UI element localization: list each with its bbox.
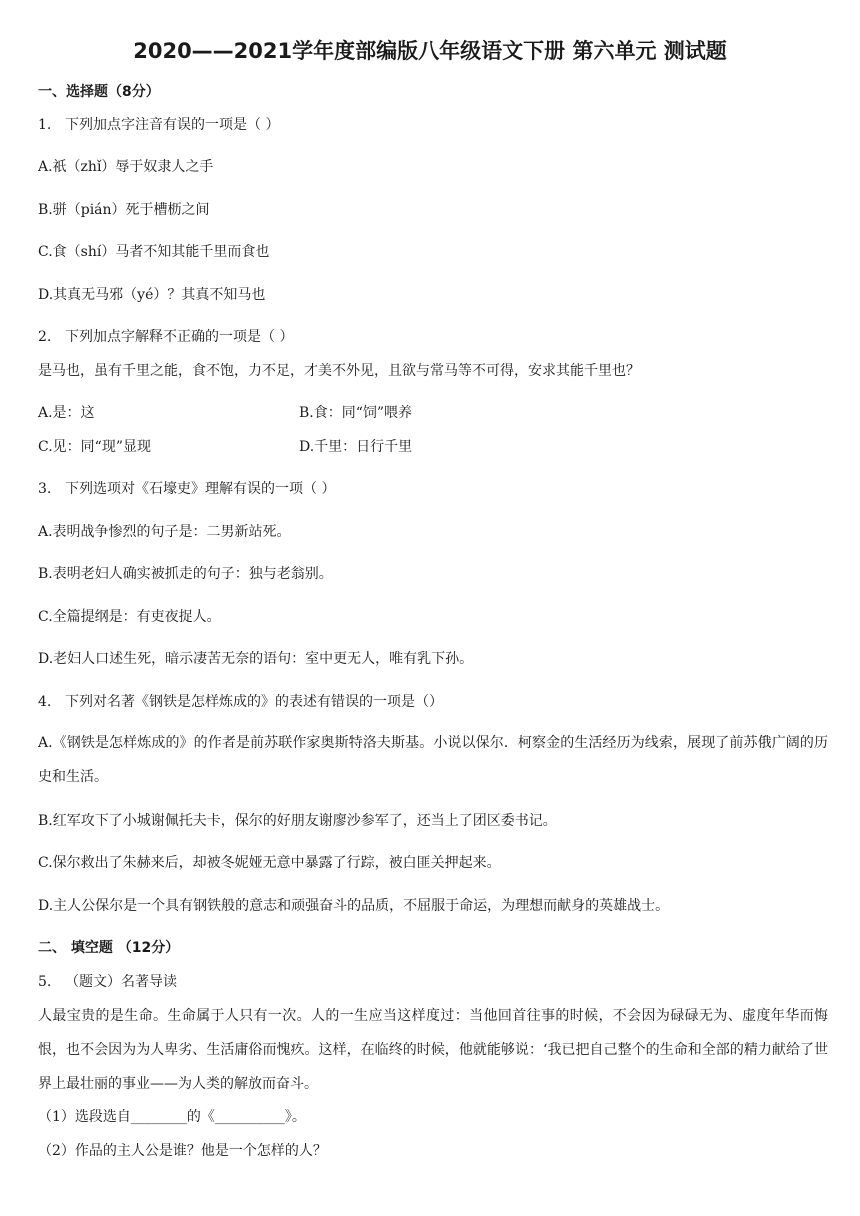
question-passage: 人最宝贵的是生命。生命属于人只有一次。人的一生应当这样度过：当他回首往事的时候，不会因为碌碌无为、虚度年华而悔恨，也不会因为为人卑劣、生活庸俗而愧疚。这样，在临终的时候，他就能够说：‘我已把自己整个的生命和全部的精力献给了世界上最壮丽的事业——为人类的解放而奋斗。 [38, 1008, 828, 1092]
question-number: 3. [38, 481, 52, 497]
option-c: C.见：同“现”显现 [38, 439, 151, 455]
page-title: 2020——2021学年度部编版八年级语文下册 第六单元 测试题 [133, 39, 727, 63]
question-3 [38, 479, 335, 499]
question-number: 2. [38, 329, 52, 345]
question-5 [38, 972, 177, 992]
sub-question-2: （2）作品的主人公是谁？他是一个怎样的人？ [38, 1143, 327, 1159]
option-b: B.红军攻下了小城谢佩托夫卡，保尔的好朋友谢廖沙参军了，还当上了团区委书记。 [38, 813, 557, 829]
option-c: C.食（shí）马者不知其能千里而食也 [38, 244, 270, 260]
section-heading-choice: 一、选择题（8分） [38, 84, 160, 100]
option-a: A.表明战争惨烈的句子是：二男新站死。 [38, 524, 291, 540]
option-b: B.表明老妇人确实被抓走的句子：独与老翁别。 [38, 566, 333, 582]
question-stem: 下列加点字解释不正确的一项是（ ） [65, 329, 294, 345]
question-stem: （题文）名著导读 [65, 974, 177, 990]
option-b: B.骈（pián）死于槽枥之间 [38, 202, 210, 218]
option-d: D.主人公保尔是一个具有钢铁般的意志和顽强奋斗的品质，不屈服于命运，为理想而献身的英雄战士。 [38, 898, 670, 914]
question-4 [38, 692, 443, 712]
question-stem: 下列选项对《石壕吏》理解有误的一项（ ） [65, 481, 336, 497]
option-a: A.祇（zhǐ）辱于奴隶人之手 [38, 159, 214, 175]
option-a: A.是：这 [38, 405, 95, 421]
sub-question-1: （1）选段选自________的《__________》。 [38, 1109, 306, 1125]
question-number: 5. [38, 974, 52, 990]
option-a: A.《钢铁是怎样炼成的》的作者是前苏联作家奥斯特洛夫斯基。小说以保尔．柯察金的生活经历为线索，展现了前苏俄广阔的历史和生活。 [38, 735, 828, 785]
option-c: C.保尔救出了朱赫来后，却被冬妮娅无意中暴露了行踪，被白匪关押起来。 [38, 855, 501, 871]
question-stem: 下列对名著《钢铁是怎样炼成的》的表述有错误的一项是（） [65, 694, 443, 710]
question-1 [38, 115, 279, 135]
question-number: 1. [38, 117, 52, 133]
question-2 [38, 327, 293, 347]
question-number: 4. [38, 694, 52, 710]
option-d: D.老妇人口述生死，暗示凄苦无奈的语句：室中更无人，唯有乳下孙。 [38, 651, 474, 667]
question-passage: 是马也，虽有千里之能，食不饱，力不足，才美不外见，且欲与常马等不可得，安求其能千里也？ [38, 363, 640, 379]
option-c: C.全篇提纲是：有吏夜捉人。 [38, 609, 221, 625]
option-b: B.食：同“饲”喂养 [299, 405, 413, 421]
question-stem: 下列加点字注音有误的一项是（ ） [65, 117, 280, 133]
option-d: D.其真无马邪（yé）？其真不知马也 [38, 287, 266, 303]
option-d: D.千里：日行千里 [299, 439, 413, 455]
section-heading-fill: 二、 填空题 （12分） [38, 940, 180, 956]
